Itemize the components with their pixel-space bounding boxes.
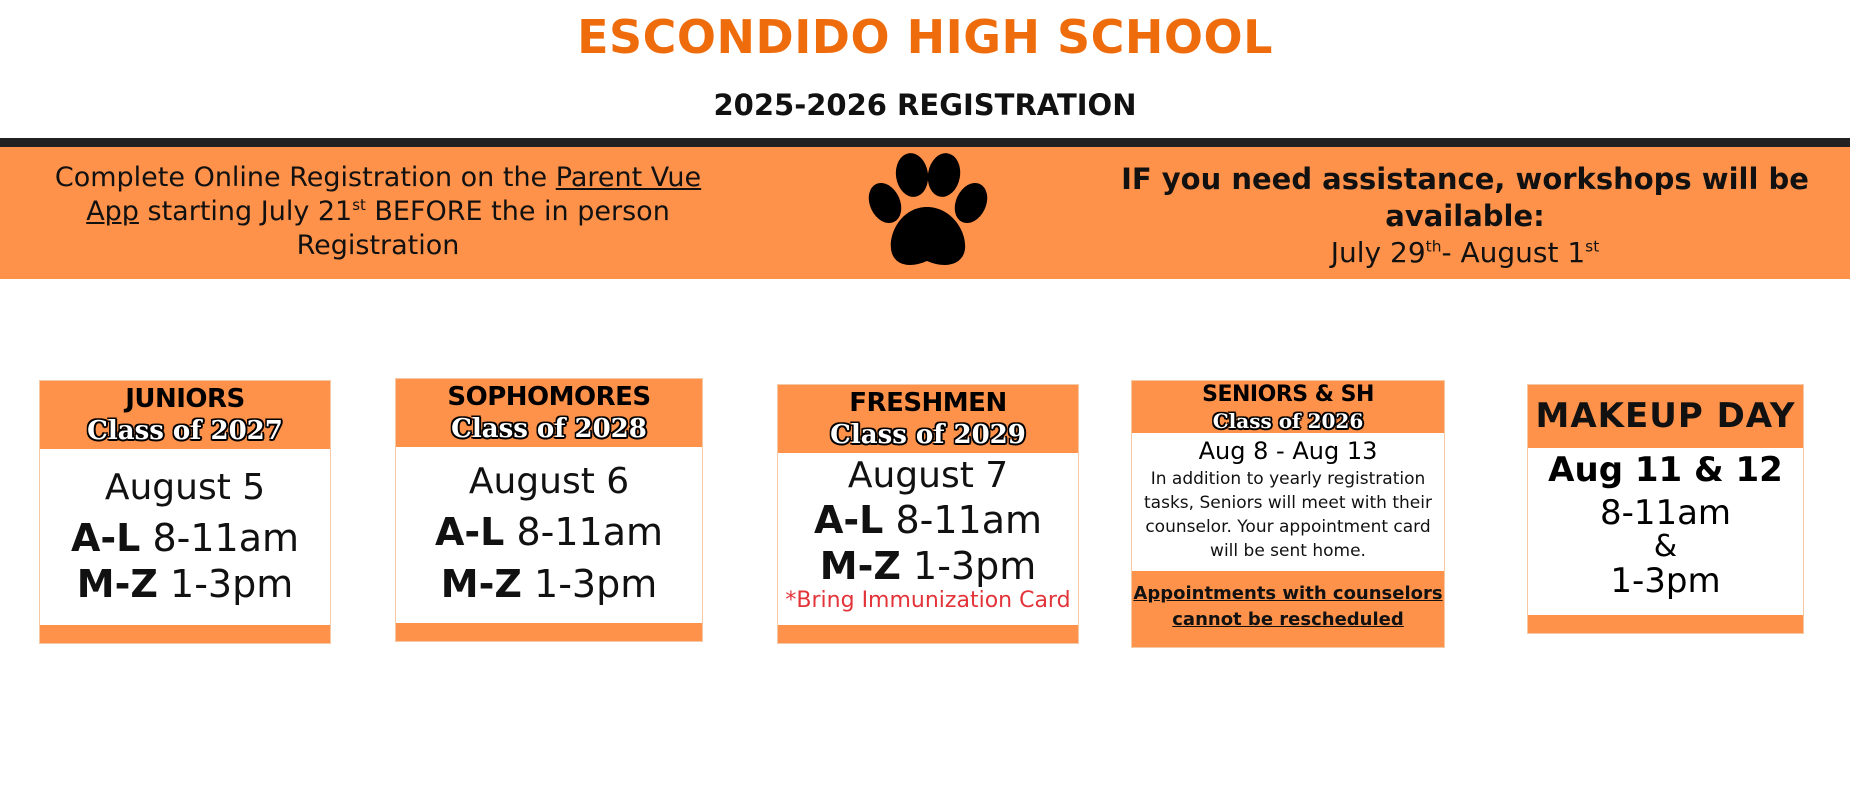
juniors-card-header: JUNIORS Class of 2027 [40, 381, 330, 449]
freshmen-al-slot: A-L 8-11am [813, 498, 1043, 542]
juniors-date: August 5 [104, 467, 266, 508]
parent-vue-app-link[interactable]: App [86, 196, 139, 227]
freshmen-mz-slot: M-Z 1-3pm [819, 544, 1037, 588]
sophomores-card-header: SOPHOMORES Class of 2028 [396, 379, 702, 447]
makeup-day-header: MAKEUP DAY [1528, 385, 1803, 448]
reschedule-warning: Appointments with counselors cannot be rescheduled [1132, 571, 1444, 647]
makeup-time-morning: 8-11am [1599, 493, 1732, 533]
online-registration-note: Complete Online Registration on the Parent Vue App starting July 21st BEFORE the in person Registration [54, 162, 702, 261]
header-divider [0, 138, 1850, 147]
sophomores-date: August 6 [468, 461, 630, 502]
freshmen-date: August 7 [847, 455, 1009, 496]
workshop-note: IF you need assistance, workshops will be available: July 29th- August 1st [1121, 162, 1809, 269]
sophomores-al-slot: A-L 8-11am [434, 510, 664, 554]
school-title: ESCONDIDO HIGH SCHOOL [577, 10, 1273, 64]
makeup-time-afternoon: 1-3pm [1610, 561, 1721, 601]
juniors-mz-slot: M-Z 1-3pm [76, 562, 294, 606]
immunization-note: *Bring Immunization Card [785, 588, 1071, 613]
parent-vue-link[interactable]: Parent Vue [555, 162, 702, 193]
juniors-al-slot: A-L 8-11am [70, 516, 300, 560]
seniors-date: Aug 8 - Aug 13 [1198, 437, 1378, 465]
juniors-card [39, 380, 331, 644]
makeup-day-card [1527, 384, 1804, 634]
sophomores-mz-slot: M-Z 1-3pm [440, 562, 658, 606]
makeup-ampersand: & [1653, 529, 1678, 564]
paw-print-icon [865, 151, 990, 273]
makeup-dates: Aug 11 & 12 [1548, 450, 1783, 490]
workshop-dates: July 29th- August 1st [1330, 236, 1600, 269]
seniors-info: In addition to yearly registration tasks, Seniors will meet with their counselor. Your appointment card will be sent home. [1144, 469, 1432, 561]
info-banner [0, 147, 1850, 279]
freshmen-card-header: FRESHMEN Class of 2029 [778, 385, 1078, 453]
seniors-card-header: SENIORS & SH Class of 2026 [1132, 381, 1444, 433]
seniors-card [1131, 380, 1445, 648]
sophomores-card [395, 378, 703, 642]
freshmen-card [777, 384, 1079, 644]
registration-year-heading: 2025-2026 REGISTRATION [713, 88, 1137, 122]
